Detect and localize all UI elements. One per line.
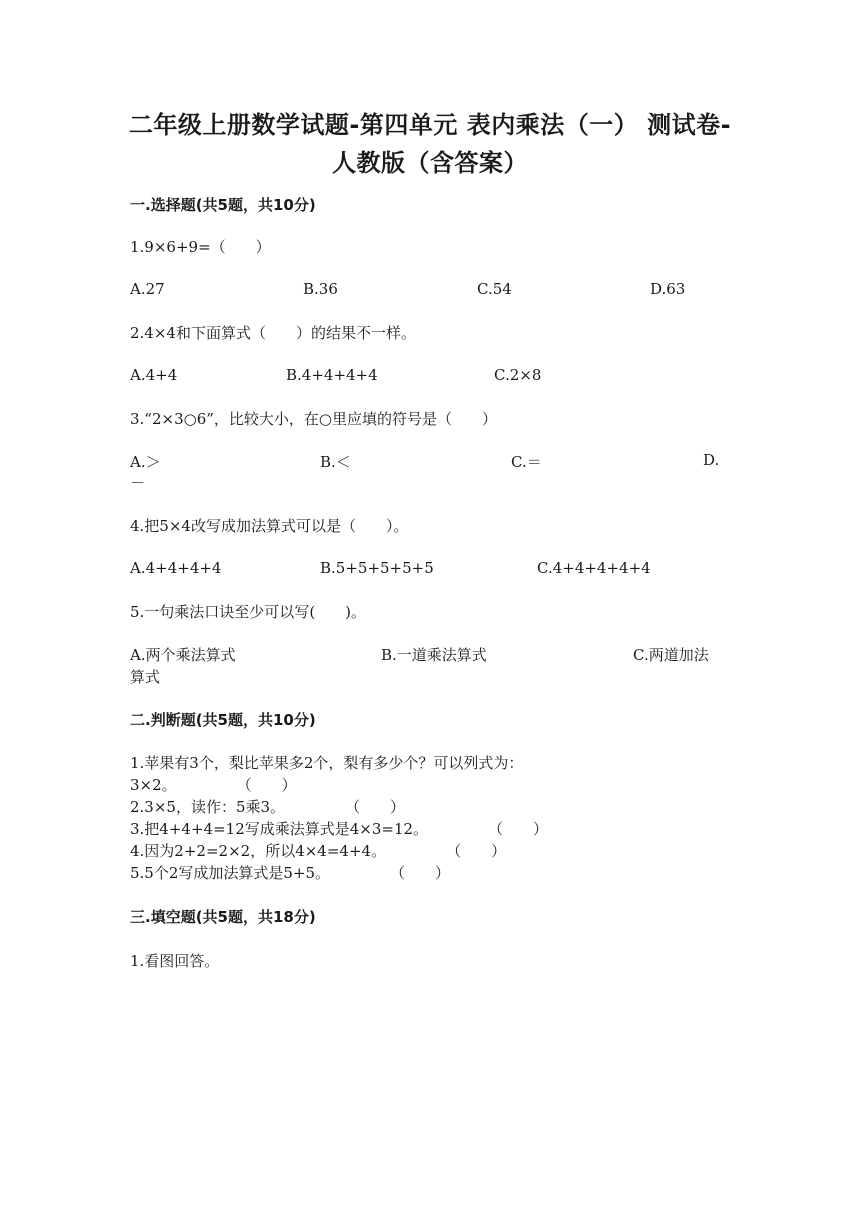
option-1b: B.36 [303,280,338,298]
option-1c: C.54 [477,280,512,298]
fill-question-1: 1.看图回答。 [130,952,220,970]
option-3a: A.＞ [130,453,161,471]
judge-item-4: 4.因为2+2=2×2，所以4×4=4+4。 （ ） [130,842,507,860]
question-4: 4.把5×4改写成加法算式可以是（ ）。 [130,517,409,535]
option-4c: C.4+4+4+4+4 [537,559,651,577]
option-5b: B.一道乘法算式 [381,646,487,664]
option-5c: C.两道加法 [633,646,709,664]
option-1a: A.27 [130,280,165,298]
judge-item-5: 5.5个2写成加法算式是5+5。 （ ） [130,864,451,882]
section-heading-choice: 一.选择题(共5题，共10分) [130,196,316,214]
option-2a: A.4+4 [130,366,178,384]
judge-item-1-continued: 3×2。 （ ） [130,776,297,794]
judge-item-2: 2.3×5，读作：5乘3。 （ ） [130,798,406,816]
option-1d: D.63 [650,280,686,298]
section-heading-judge: 二.判断题(共5题，共10分) [130,711,316,729]
question-2: 2.4×4和下面算式（ ）的结果不一样。 [130,324,416,342]
judge-item-3: 3.把4+4+4=12写成乘法算式是4×3=12。 （ ） [130,820,549,838]
judge-item-1: 1.苹果有3个，梨比苹果多2个，梨有多少个？可以列式为： [130,754,524,772]
option-3d: D. [703,451,720,469]
page-title: 二年级上册数学试题-第四单元 表内乘法（一） 测试卷-人教版（含答案） [128,111,732,177]
option-5a: A.两个乘法算式 [130,646,236,664]
option-2c: C.2×8 [494,366,542,384]
section-heading-fill: 三.填空题(共5题，共18分) [130,908,316,926]
option-3d-symbol: － [130,474,146,492]
option-4a: A.4+4+4+4 [130,559,222,577]
option-2b: B.4+4+4+4 [286,366,378,384]
question-1: 1.9×6+9=（ ） [130,238,271,256]
option-5c-continued: 算式 [130,668,161,686]
question-3: 3.“2×3○6”，比较大小，在○里应填的符号是（ ） [130,410,498,428]
option-4b: B.5+5+5+5+5 [320,559,434,577]
option-3b: B.＜ [320,453,351,471]
option-3c: C.＝ [511,453,542,471]
question-5: 5.一句乘法口诀至少可以写( )。 [130,603,367,621]
